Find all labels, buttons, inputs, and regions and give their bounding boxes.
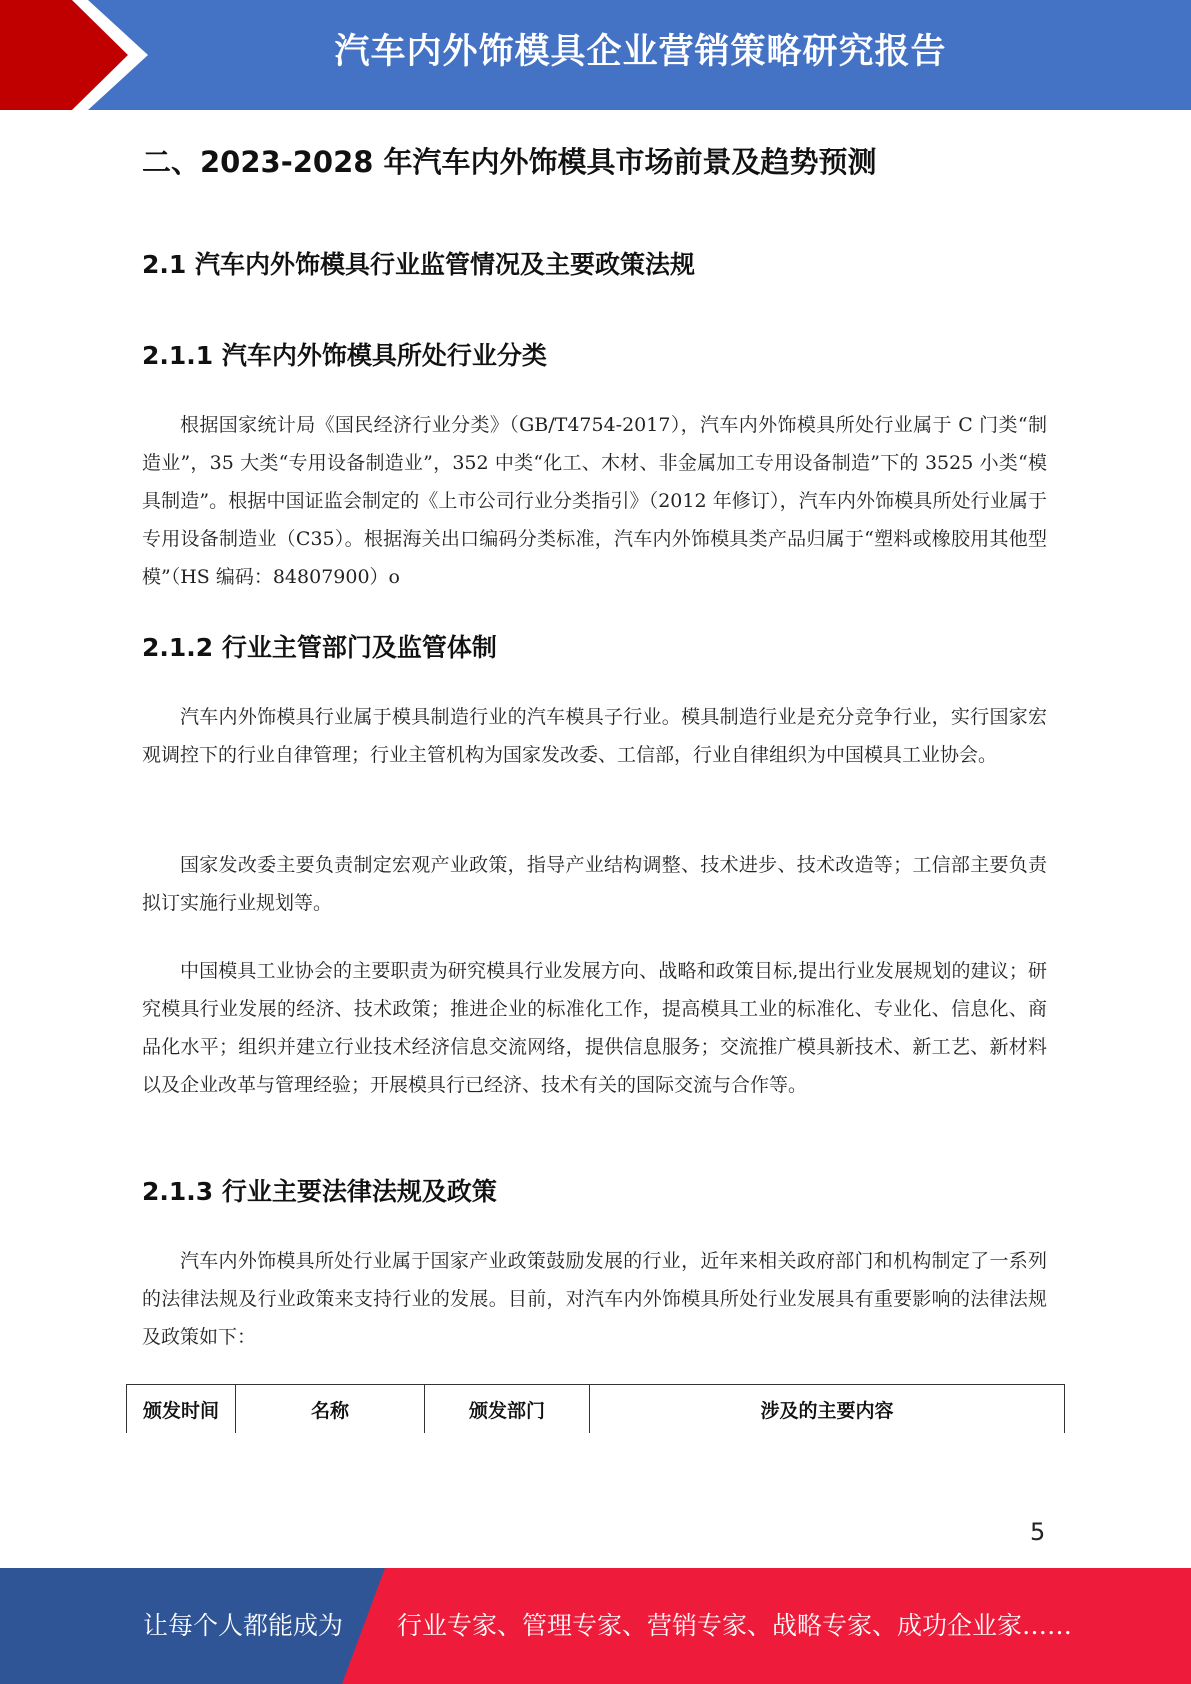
page-header bbox=[0, 0, 1191, 110]
footer-slogan-left: 让每个人都能成为 bbox=[143, 1611, 344, 1640]
chevron-arrow-icon bbox=[0, 0, 150, 110]
subsection-heading-classification: 2.1.1 汽车内外饰模具所处行业分类 bbox=[142, 341, 547, 370]
chapter-heading: 二、2023-2028 年汽车内外饰模具市场前景及趋势预测 bbox=[142, 145, 877, 179]
subsection-heading-laws: 2.1.3 行业主要法律法规及政策 bbox=[142, 1177, 497, 1206]
paragraph: 汽车内外饰模具行业属于模具制造行业的汽车模具子行业。模具制造行业是充分竞争行业，实行国家宏观调控下的行业自律管理；行业主管机构为国家发改委、工信部，行业自律组织为中国模具工业协会。 bbox=[142, 706, 1047, 766]
column-header-department: 颁发部门 bbox=[425, 1385, 590, 1434]
table-header-row bbox=[127, 1385, 1065, 1434]
page-footer bbox=[0, 1568, 1191, 1684]
section-heading: 2.1 汽车内外饰模具行业监管情况及主要政策法规 bbox=[142, 250, 695, 279]
column-header-date: 颁发时间 bbox=[127, 1385, 236, 1434]
paragraph: 汽车内外饰模具所处行业属于国家产业政策鼓励发展的行业，近年来相关政府部门和机构制定了一系列的法律法规及行业政策来支持行业的发展。目前，对汽车内外饰模具所处行业发展具有重要影响的法律法规及政策如下： bbox=[142, 1250, 1047, 1348]
footer-slogan-right: 行业专家、管理专家、营销专家、战略专家、成功企业家…… bbox=[397, 1611, 1073, 1640]
column-header-name: 名称 bbox=[236, 1385, 425, 1434]
column-header-content: 涉及的主要内容 bbox=[590, 1385, 1065, 1434]
paragraph: 根据国家统计局《国民经济行业分类》（GB/T4754-2017），汽车内外饰模具所处行业属于 C 门类“制造业”，35 大类“专用设备制造业”，352 中类“化工、木材、非金属加工专用设备制造”下的 3525 小类“模具制造”。根据中国证监会制定的《上市公司行业分类指引》（2012 年修订），汽车内外饰模具所处行业属于专用设备制造业（C35）。根据海关出口编码分类标准，汽车内外饰模具类产品归属于“塑料或橡胶用其他型模”（HS 编码：84807900）o bbox=[142, 414, 1047, 588]
subsection-heading-regulation: 2.1.2 行业主管部门及监管体制 bbox=[142, 633, 497, 662]
laws-table bbox=[126, 1384, 1065, 1433]
paragraph: 中国模具工业协会的主要职责为研究模具行业发展方向、战略和政策目标,提出行业发展规划的建议；研究模具行业发展的经济、技术政策；推进企业的标准化工作，提高模具工业的标准化、专业化、信息化、商品化水平；组织并建立行业技术经济信息交流网络，提供信息服务；交流推广模具新技术、新工艺、新材料以及企业改革与管理经验；开展模具行已经济、技术有关的国际交流与合作等。 bbox=[142, 960, 1047, 1096]
page-number: 5 bbox=[1030, 1518, 1046, 1546]
report-title: 汽车内外饰模具企业营销策略研究报告 bbox=[334, 32, 947, 72]
paragraph: 国家发改委主要负责制定宏观产业政策，指导产业结构调整、技术进步、技术改造等；工信部主要负责拟订实施行业规划等。 bbox=[142, 854, 1047, 914]
